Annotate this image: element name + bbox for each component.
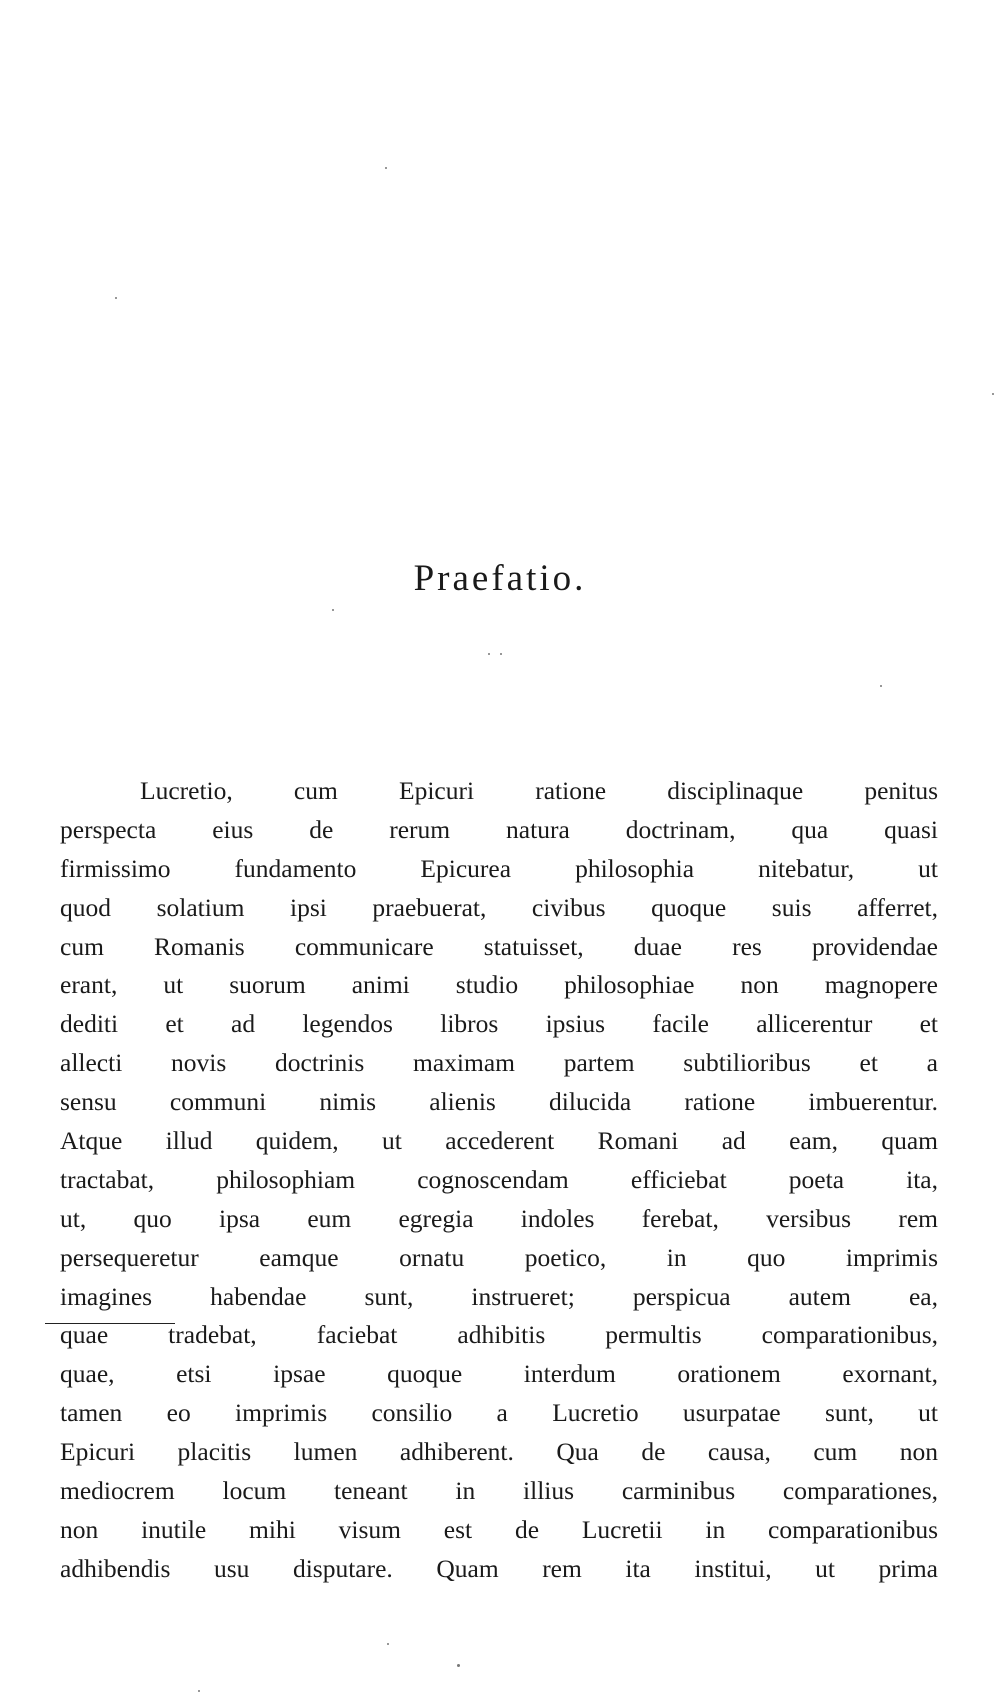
text-line: Atque illud quidem, ut accederent Romani ad eam, quam bbox=[60, 1126, 938, 1156]
text-line: quae tradebat, faciebat adhibitis permultis comparationibus, bbox=[60, 1320, 938, 1350]
scan-speck bbox=[880, 685, 882, 687]
text-line: sensu communi nimis alienis dilucida ratione imbuerentur. bbox=[60, 1087, 938, 1117]
scan-speck bbox=[198, 1690, 200, 1692]
scan-speck bbox=[387, 1643, 389, 1645]
text-line: quod solatium ipsi praebuerat, civibus quoque suis afferret, bbox=[60, 892, 938, 922]
text-line: persequeretur eamque ornatu poetico, in quo imprimis bbox=[60, 1242, 938, 1272]
scan-speck bbox=[992, 393, 994, 395]
text-line: Epicuri placitis lumen adhiberent. Qua de causa, cum non bbox=[60, 1437, 938, 1467]
text-line: mediocrem locum teneant in illius carminibus comparationes, bbox=[60, 1476, 938, 1506]
scan-speck bbox=[500, 653, 502, 655]
scan-speck bbox=[385, 167, 387, 169]
text-line: ut, quo ipsa eum egregia indoles ferebat, versibus rem bbox=[60, 1203, 938, 1233]
text-line: cum Romanis communicare statuisset, duae res providendae bbox=[60, 931, 938, 961]
scan-speck bbox=[488, 653, 490, 655]
pencil-underline-mark bbox=[45, 1323, 175, 1324]
page-title: Praefatio. bbox=[413, 558, 587, 599]
text-line: allecti novis doctrinis maximam partem subtilioribus et a bbox=[60, 1048, 938, 1078]
text-line: non inutile mihi visum est de Lucretii in comparationibus bbox=[60, 1514, 938, 1544]
scan-speck bbox=[332, 609, 334, 611]
scan-speck bbox=[457, 1664, 460, 1667]
text-line: firmissimo fundamento Epicurea philosophia nitebatur, ut bbox=[60, 853, 938, 883]
text-line: imagines habendae sunt, instrueret; perspicua autem ea, bbox=[60, 1281, 938, 1311]
text-line: adhibendis usu disputare. Quam rem ita institui, ut prima bbox=[60, 1553, 938, 1583]
preface-body bbox=[60, 772, 938, 1589]
text-line: perspecta eius de rerum natura doctrinam, qua quasi bbox=[60, 814, 938, 844]
text-line: tractabat, philosophiam cognoscendam efficiebat poeta ita, bbox=[60, 1164, 938, 1194]
text-line: dediti et ad legendos libros ipsius facile allicerentur et bbox=[60, 1009, 938, 1039]
text-line: quae, etsi ipsae quoque interdum orationem exornant, bbox=[60, 1359, 938, 1389]
scan-speck bbox=[115, 297, 117, 299]
text-line: erant, ut suorum animi studio philosophiae non magnopere bbox=[60, 970, 938, 1000]
text-line: Lucretio, cum Epicuri ratione disciplinaque penitus bbox=[140, 776, 938, 805]
text-line: tamen eo imprimis consilio a Lucretio usurpatae sunt, ut bbox=[60, 1398, 938, 1428]
